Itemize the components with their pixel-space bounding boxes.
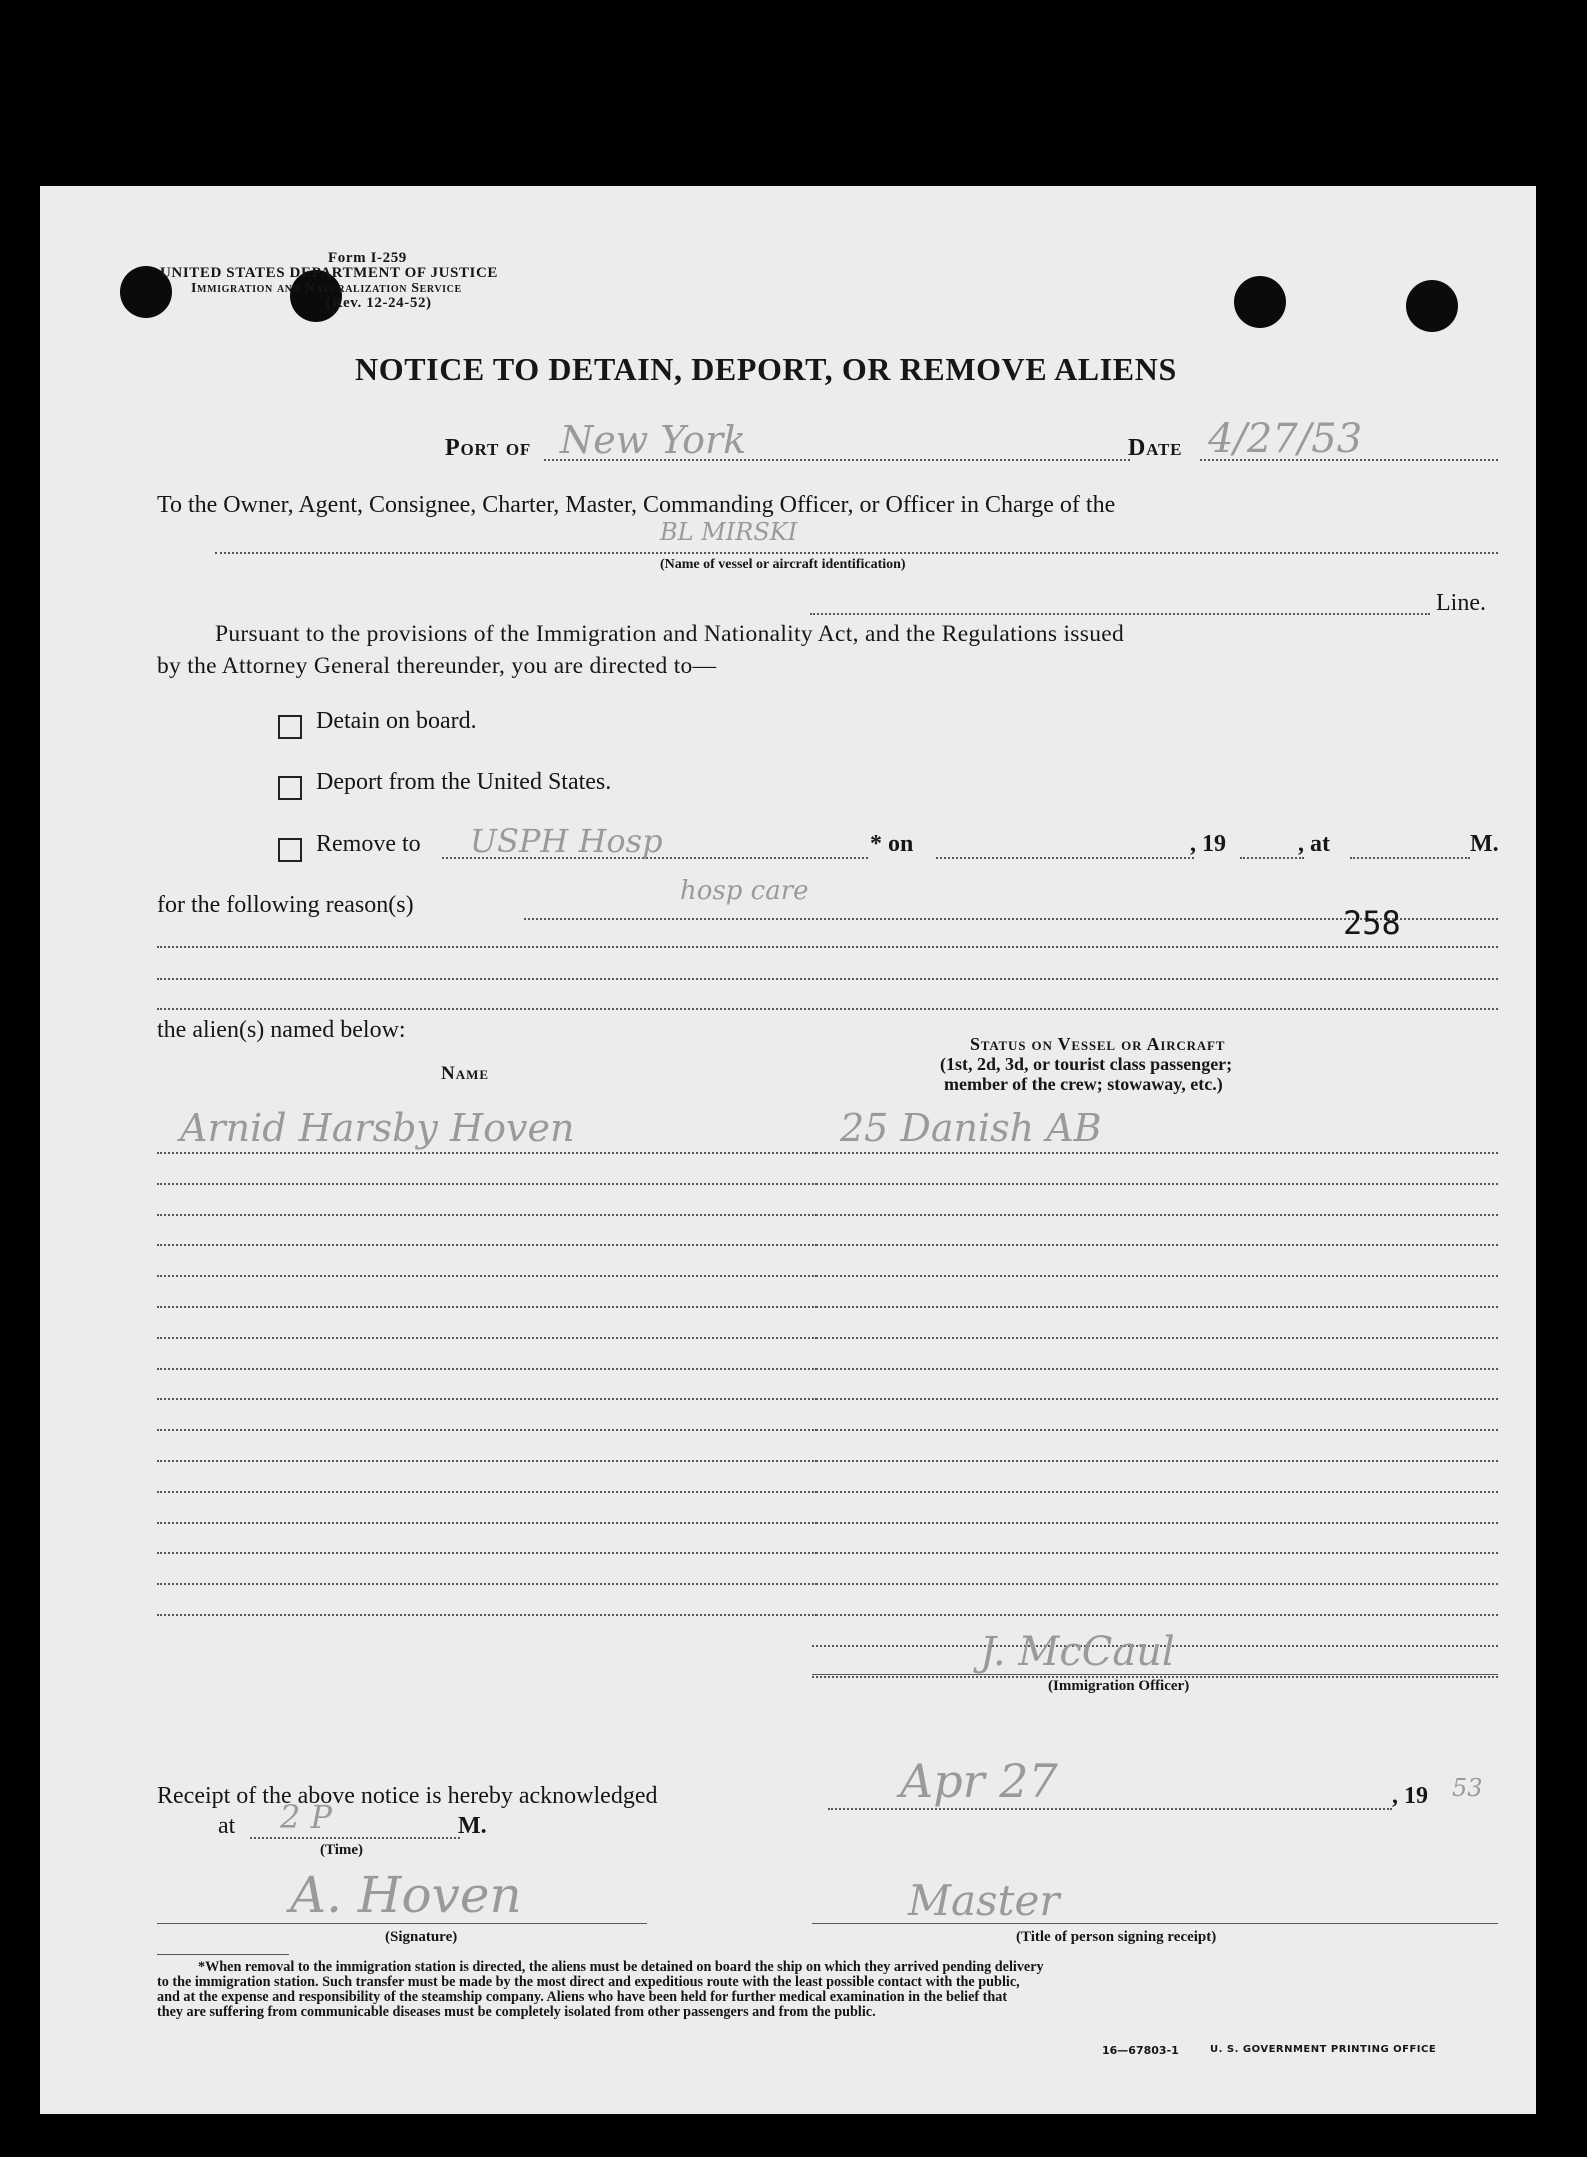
footnote-line-4: they are suffering from communicable diseases must be completely isolated from other passengers and from the public. <box>157 2004 876 2020</box>
reason-line-4 <box>157 1008 1498 1010</box>
punch-hole <box>1406 280 1458 332</box>
vessel-line <box>215 552 1498 554</box>
name-row-line <box>157 1614 817 1616</box>
reasons-value: hosp care <box>680 876 809 906</box>
service-name: Immigration and Naturalization Service <box>191 281 462 296</box>
remove-to-value: USPH Hosp <box>470 822 663 860</box>
receipt-time-value: 2 P <box>280 1798 333 1836</box>
officer-caption: (Immigration Officer) <box>1048 1678 1190 1694</box>
name-row-line <box>157 1491 817 1493</box>
department-name: UNITED STATES DEPARTMENT OF JUSTICE <box>160 265 499 281</box>
revision-date: (Rev. 12-24-52) <box>326 295 432 311</box>
status-row-line <box>812 1183 1498 1185</box>
alien-name-value: Arnid Harsby Hoven <box>180 1106 575 1150</box>
status-row-line <box>812 1275 1498 1277</box>
name-row-line <box>157 1398 817 1400</box>
year-label: , 19 <box>1190 831 1226 857</box>
name-row-line <box>157 1429 817 1431</box>
footnote-line-2: to the immigration station. Such transfer must be made by the most direct and expeditious route with the least possible contact with the public, <box>157 1974 1020 1990</box>
receipt-time-line <box>250 1837 460 1839</box>
status-row-line <box>812 1614 1498 1616</box>
deport-label: Deport from the United States. <box>316 769 612 795</box>
addressee-text: To the Owner, Agent, Consignee, Charter, Master, Commanding Officer, or Officer in Charge of the <box>157 492 1116 518</box>
status-row-line <box>812 1398 1498 1400</box>
receipt-at-label: at <box>218 1813 236 1839</box>
time-line <box>1350 857 1470 859</box>
reason-line-3 <box>157 978 1498 980</box>
receipt-year-value: 53 <box>1452 1774 1483 1802</box>
port-label: Port of <box>445 435 532 461</box>
reasons-label: for the following reason(s) <box>157 892 414 918</box>
status-row-line <box>812 1337 1498 1339</box>
title-caption: (Title of person signing receipt) <box>1016 1929 1217 1945</box>
footnote-line-1: *When removal to the immigration station is directed, the aliens must be detained on board the ship on which they arrived pending delivery <box>198 1959 1044 1975</box>
receipt-signature-value: A. Hoven <box>290 1866 522 1924</box>
receipt-signature-line <box>157 1923 647 1924</box>
receipt-m-label: M. <box>458 1813 487 1839</box>
remove-label: Remove to <box>316 831 421 857</box>
status-row-line <box>812 1306 1498 1308</box>
footnote-rule <box>157 1954 289 1955</box>
deport-checkbox[interactable] <box>278 776 302 800</box>
footnote-line-3: and at the expense and responsibility of the steamship company. Aliens who have been held for further medical examination in the belief that <box>157 1989 1008 2005</box>
page-title: NOTICE TO DETAIN, DEPORT, OR REMOVE ALIENS <box>355 351 1177 387</box>
date-value: 4/27/53 <box>1208 416 1363 462</box>
status-column-header: Status on Vessel or Aircraft <box>970 1034 1226 1054</box>
name-row-line <box>157 1306 817 1308</box>
status-row-line <box>812 1460 1498 1462</box>
name-row-line <box>157 1337 817 1339</box>
detain-checkbox[interactable] <box>278 715 302 739</box>
vessel-value: BL MIRSKI <box>660 518 798 546</box>
status-row-line <box>812 1522 1498 1524</box>
alien-status-value: 25 Danish AB <box>840 1106 1102 1150</box>
reason-code: 258 <box>1343 904 1401 942</box>
pursuant-text-2: by the Attorney General thereunder, you are directed to— <box>157 653 717 679</box>
name-row-line <box>157 1275 817 1277</box>
name-column-header: Name <box>441 1063 490 1084</box>
name-row-line <box>157 1244 817 1246</box>
year-line <box>1240 857 1304 859</box>
status-row-line <box>812 1583 1498 1585</box>
name-row-line <box>157 1183 817 1185</box>
name-row-line <box>157 1152 817 1154</box>
status-row-line <box>812 1214 1498 1216</box>
date-label: Date <box>1128 435 1183 461</box>
printer-name: U. S. GOVERNMENT PRINTING OFFICE <box>1210 2044 1437 2055</box>
aliens-label: the alien(s) named below: <box>157 1017 406 1043</box>
name-row-line <box>157 1368 817 1370</box>
status-row-line <box>812 1552 1498 1554</box>
print-code: 16—67803-1 <box>1102 2044 1179 2057</box>
receipt-date-line <box>828 1808 1392 1810</box>
signature-caption: (Signature) <box>385 1929 458 1945</box>
receipt-date-value: Apr 27 <box>900 1754 1058 1808</box>
detain-label: Detain on board. <box>316 708 477 734</box>
vessel-caption: (Name of vessel or aircraft identification) <box>660 557 906 572</box>
port-value: New York <box>560 418 747 462</box>
status-row-line <box>812 1152 1498 1154</box>
name-row-line <box>157 1460 817 1462</box>
punch-hole <box>1234 276 1286 328</box>
name-row-line <box>157 1552 817 1554</box>
date-on-line <box>936 857 1194 859</box>
pursuant-text-1: Pursuant to the provisions of the Immigration and Nationality Act, and the Regulations issued <box>215 621 1125 647</box>
form-number: Form I-259 <box>328 250 407 266</box>
at-label: , at <box>1298 831 1330 857</box>
receipt-title-line <box>812 1923 1498 1924</box>
officer-signature: J. McCaul <box>980 1629 1175 1675</box>
name-row-line <box>157 1583 817 1585</box>
status-column-subheader-1: (1st, 2d, 3d, or tourist class passenger; <box>940 1054 1233 1074</box>
reason-line-2 <box>157 946 1498 948</box>
time-caption: (Time) <box>320 1842 364 1858</box>
on-label: * on <box>870 831 914 857</box>
shipping-line-field <box>810 613 1430 615</box>
status-row-line <box>812 1491 1498 1493</box>
name-row-line <box>157 1522 817 1524</box>
status-column-subheader-2: member of the crew; stowaway, etc.) <box>944 1074 1223 1094</box>
status-row-line <box>812 1429 1498 1431</box>
form-page <box>40 186 1536 2114</box>
receipt-label: Receipt of the above notice is hereby acknowledged <box>157 1783 658 1809</box>
status-row-line <box>812 1368 1498 1370</box>
m-label: M. <box>1470 831 1499 857</box>
status-row-line <box>812 1244 1498 1246</box>
line-label: Line. <box>1436 590 1486 616</box>
remove-checkbox[interactable] <box>278 838 302 862</box>
receipt-title-value: Master <box>908 1876 1060 1925</box>
name-row-line <box>157 1214 817 1216</box>
receipt-year-label: , 19 <box>1392 1783 1428 1809</box>
officer-signature-line <box>812 1674 1498 1675</box>
